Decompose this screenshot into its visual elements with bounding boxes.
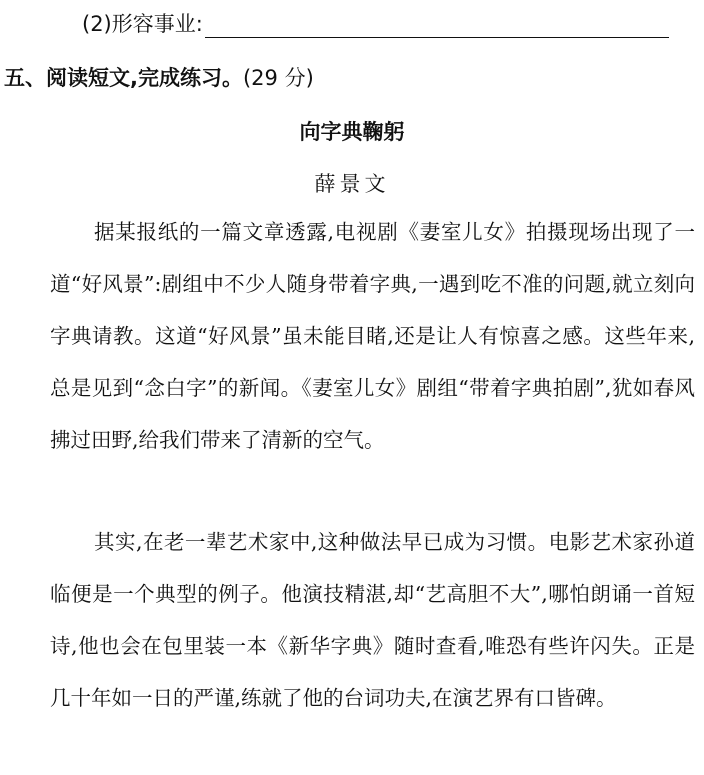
section-title: 五、阅读短文,完成练习。 [4, 66, 243, 90]
paragraph-1: 据某报纸的一篇文章透露,电视剧《妻室儿女》拍摄现场出现了一道“好风景”:剧组中不少人随身带着字典,一遇到吃不准的问题,就立刻向字典请教。这道“好风景”虽未能目睹,还是让人有惊喜之感。这些年来,总是见到“念白字”的新闻。《妻室儿女》剧组“带着字典拍剧”,犹如春风拂过田野,给我们带来了清新的空气。 [50, 220, 695, 452]
article-author: 薛景文 [314, 172, 390, 196]
question-2-line [82, 8, 669, 38]
answer-blank[interactable] [205, 11, 669, 38]
section-score: (29 分) [242, 66, 314, 90]
section-heading [4, 62, 314, 92]
paragraph-2: 其实,在老一辈艺术家中,这种做法早已成为习惯。电影艺术家孙道临便是一个典型的例子。他演技精湛,却“艺高胆不大”,哪怕朗诵一首短诗,他也会在包里装一本《新华字典》随时查看,唯恐有些许闪失。正是几十年如一日的严谨,练就了他的台词功夫,在演艺界有口皆碑。 [50, 530, 695, 710]
article-title: 向字典鞠躬 [299, 120, 405, 144]
question-2-label: (2)形容事业: [82, 12, 203, 36]
